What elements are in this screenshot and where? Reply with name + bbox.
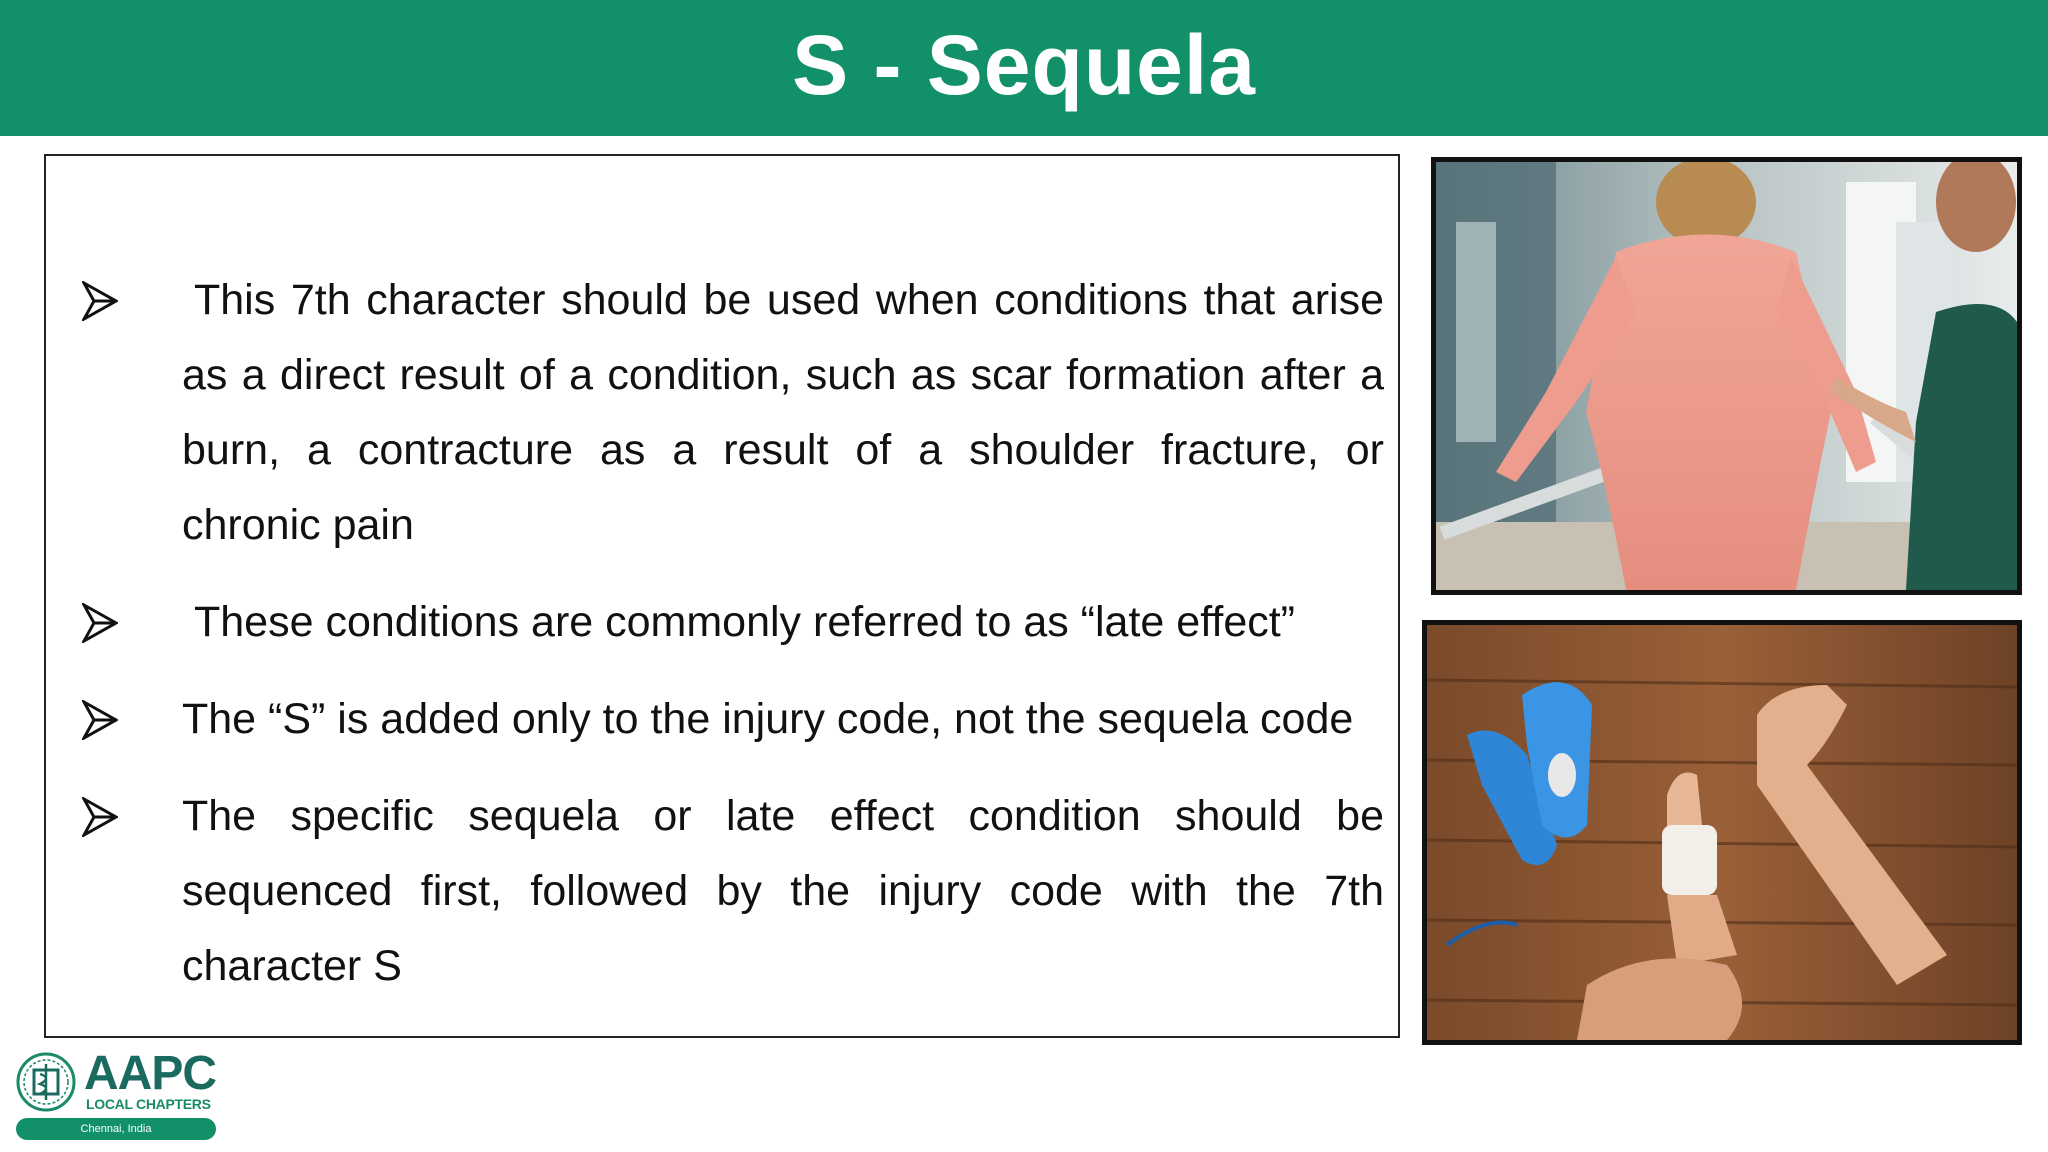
content-box — [44, 154, 1400, 1038]
logo-name: AAPC — [84, 1047, 217, 1100]
bullet-item — [64, 585, 1384, 660]
logo-tagline: LOCAL CHAPTERS — [86, 1096, 211, 1112]
bullet-text: This 7th character should be used when conditions that arise as a direct result of a condition, such as scar formation after a burn, a contracture as a result of a shoulder fracture, or chronic pain — [182, 276, 1384, 549]
slide-header — [0, 0, 2048, 136]
logo-location: Chennai, India — [16, 1118, 216, 1140]
arrowhead-icon — [82, 603, 118, 643]
injury-illustration — [1427, 625, 2017, 1040]
bullet-item — [64, 779, 1384, 1004]
bullet-text: The specific sequela or late effect condition should be sequenced first, followed by the injury code with the 7th character S — [182, 792, 1384, 990]
bullet-text: These conditions are commonly referred to as “late effect” — [194, 598, 1295, 646]
arrowhead-icon — [82, 281, 118, 321]
bullet-list — [64, 263, 1384, 1026]
caduceus-seal-icon — [14, 1050, 78, 1114]
bullet-item — [64, 263, 1384, 563]
therapy-photo — [1431, 157, 2022, 595]
bullet-item — [64, 682, 1384, 757]
aapc-logo — [14, 1046, 224, 1146]
arrowhead-icon — [82, 797, 118, 837]
therapy-illustration — [1436, 162, 2017, 590]
slide-title: S - Sequela — [792, 17, 1256, 112]
arrowhead-icon — [82, 700, 118, 740]
injury-photo — [1422, 620, 2022, 1045]
bullet-text: The “S” is added only to the injury code, not the sequela code — [182, 695, 1354, 743]
